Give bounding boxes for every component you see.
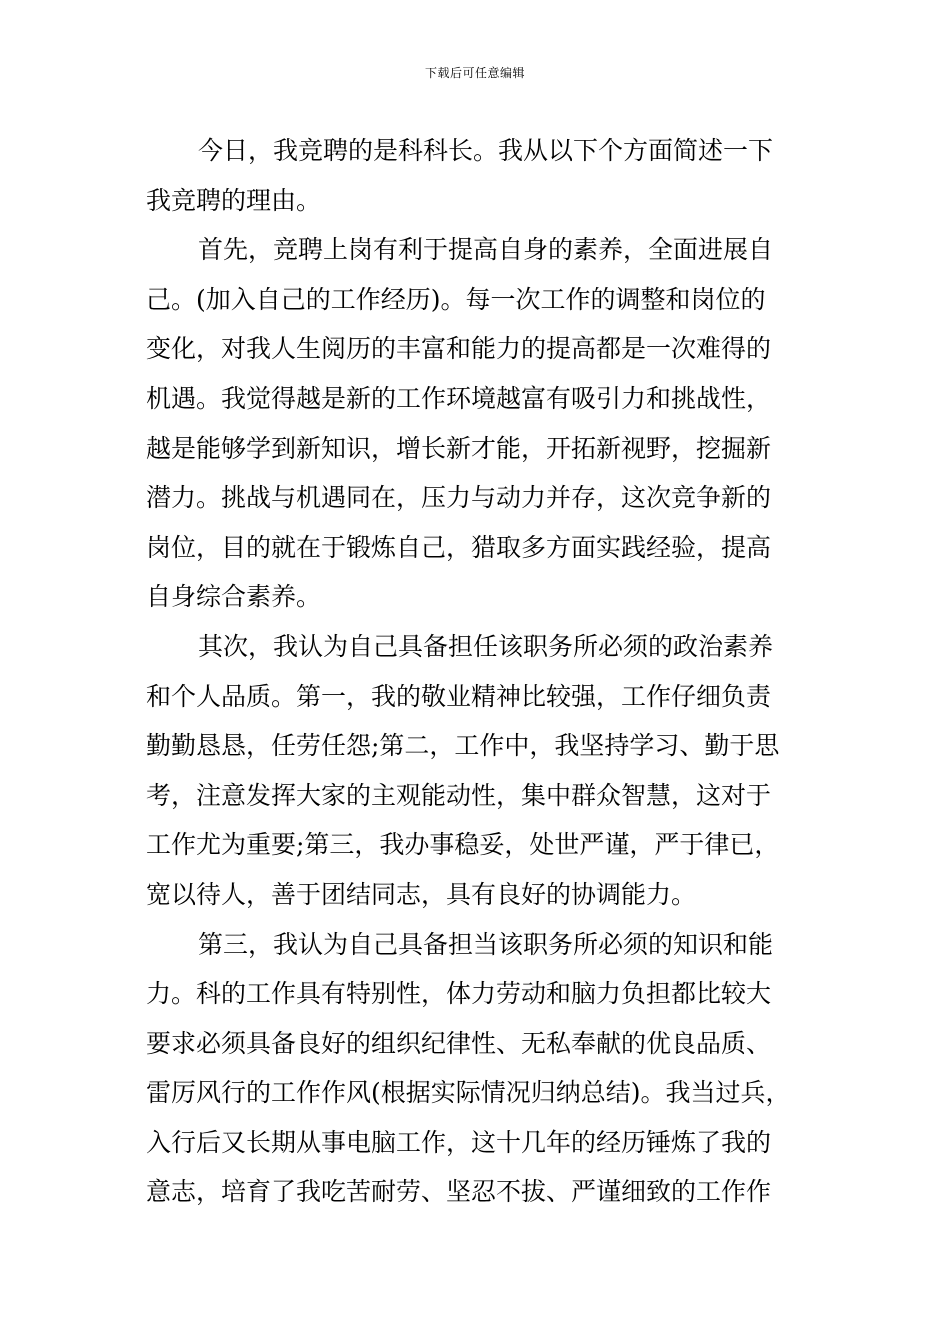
document-body bbox=[146, 126, 810, 1217]
text-line: 我竞聘的理由。 bbox=[146, 185, 322, 215]
text-line: 潜力。挑战与机遇同在，压力与动力并存，这次竞争新的 bbox=[146, 483, 772, 513]
text-line: 入行后又长期从事电脑工作，这十几年的经历锤炼了我的 bbox=[146, 1127, 772, 1157]
text-line: 工作尤为重要;第三，我办事稳妥，处世严谨，严于律已， bbox=[146, 830, 780, 860]
paragraph-1 bbox=[146, 126, 810, 225]
text-line: 岗位，目的就在于锻炼自己，猎取多方面实践经验，提高 bbox=[146, 532, 772, 562]
text-line: 第三，我认为自己具备担当该职务所必须的知识和能 bbox=[198, 929, 774, 959]
text-line: 要求必须具备良好的组织纪律性、无私奉献的优良品质、 bbox=[146, 1028, 772, 1058]
text-line: 自身综合素养。 bbox=[146, 582, 322, 612]
text-line: 今日，我竞聘的是科科长。我从以下个方面简述一下 bbox=[198, 136, 774, 165]
text-line: 其次，我认为自己具备担任该职务所必须的政治素养 bbox=[198, 631, 774, 661]
text-line: 己。(加入自己的工作经历)。每一次工作的调整和岗位的 bbox=[146, 284, 766, 314]
paragraph-4 bbox=[146, 920, 810, 1218]
paragraph-3 bbox=[146, 622, 810, 920]
text-line: 勤勤恳恳，任劳任怨;第二，工作中，我坚持学习、勤于思 bbox=[146, 731, 780, 761]
text-line: 变化，对我人生阅历的丰富和能力的提高都是一次难得的 bbox=[146, 334, 772, 364]
text-line: 力。科的工作具有特别性，体力劳动和脑力负担都比较大 bbox=[146, 979, 772, 1009]
text-line: 宽以待人，善于团结同志，具有良好的协调能力。 bbox=[146, 879, 697, 909]
text-line: 机遇。我觉得越是新的工作环境越富有吸引力和挑战性， bbox=[146, 383, 772, 413]
text-line: 考，注意发挥大家的主观能动性，集中群众智慧，这对于 bbox=[146, 780, 772, 810]
text-line: 和个人品质。第一，我的敬业精神比较强，工作仔细负责 bbox=[146, 681, 772, 711]
text-line: 意志，培育了我吃苦耐劳、坚忍不拔、严谨细致的工作作 bbox=[146, 1177, 772, 1207]
text-line: 越是能够学到新知识，增长新才能，开拓新视野，挖掘新 bbox=[146, 433, 772, 463]
text-line: 首先，竞聘上岗有利于提高自身的素养，全面进展自 bbox=[198, 235, 774, 265]
text-line: 雷厉风行的工作作风(根据实际情况归纳总结)。我当过兵， bbox=[146, 1078, 791, 1108]
paragraph-2 bbox=[146, 225, 810, 622]
page-header: 下载后可任意编辑 bbox=[424, 66, 525, 80]
